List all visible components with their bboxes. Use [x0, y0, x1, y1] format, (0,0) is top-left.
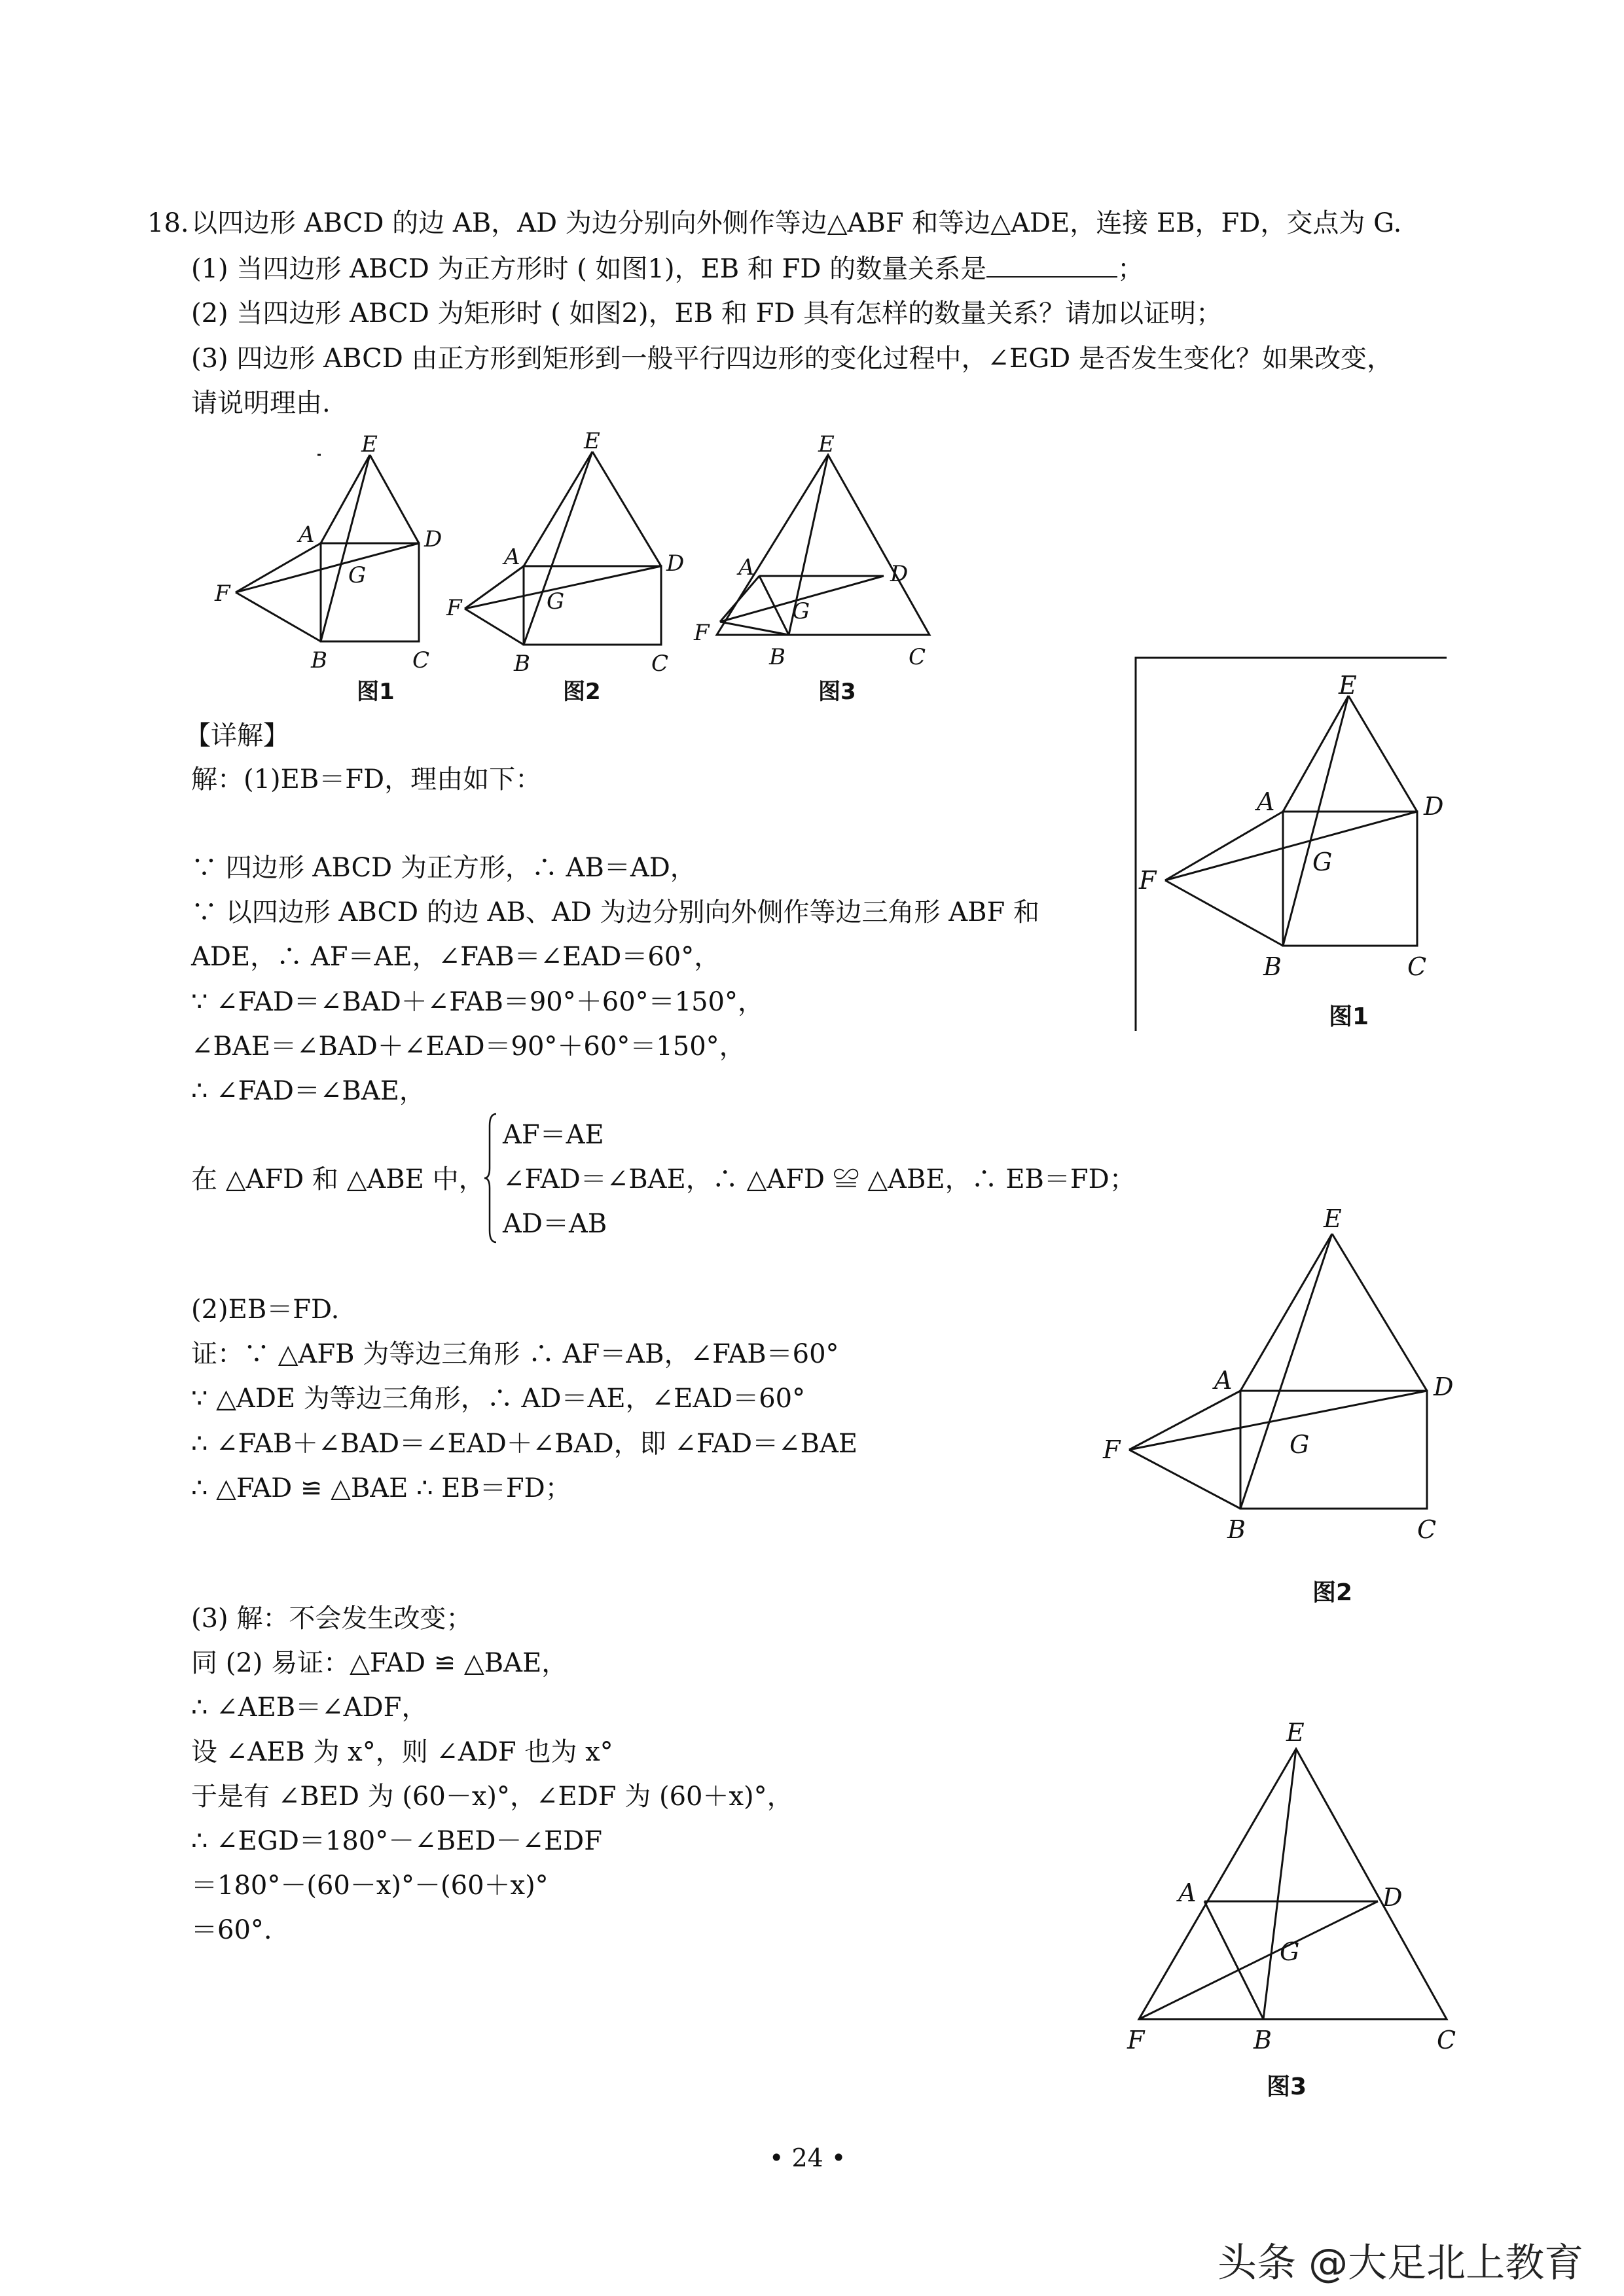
- part3-line-3: ∴ ∠AEB＝∠ADF，: [191, 1693, 428, 1723]
- big-fig3-label-d: D: [1382, 1883, 1403, 1912]
- big-fig2-label-d: D: [1434, 1372, 1454, 1401]
- solution-line-5: ∵ ∠FAD＝∠BAD＋∠FAB＝90°＋60°＝150°，: [191, 987, 764, 1017]
- small-figure-1: [209, 432, 445, 707]
- solution-line-1: 解：(1)EB＝FD，理由如下：: [191, 764, 542, 795]
- big-fig3-label-g: G: [1280, 1937, 1300, 1966]
- fig3-label-b: B: [769, 644, 785, 670]
- fig1-label-g: G: [348, 562, 367, 588]
- fig2-label-c: C: [651, 651, 669, 677]
- page-number: • 24 •: [769, 2144, 846, 2172]
- fig1-label-f: F: [215, 581, 230, 607]
- fig1-label-d: D: [424, 526, 442, 552]
- small-figure-3: [694, 432, 956, 707]
- fig3-label-g: G: [792, 598, 810, 624]
- big-fig3-label-a: A: [1178, 1878, 1197, 1907]
- fig1-label-b: B: [311, 647, 327, 673]
- question-stem: 以四边形 ABCD 的边 AB，AD 为边分别向外侧作等边△ABF 和等边△ADE，连接 EB，FD，交点为 G.: [191, 208, 1402, 238]
- big-fig3-label-c: C: [1437, 2026, 1456, 2054]
- fig2-caption: 图2: [563, 679, 601, 705]
- big-fig3-label-b: B: [1254, 2026, 1272, 2054]
- question-part-3-cont: 请说明理由.: [191, 388, 331, 418]
- big-fig2-caption: 图2: [1312, 1579, 1353, 1606]
- fig2-label-a: A: [504, 544, 520, 570]
- system-brace: [484, 1113, 497, 1244]
- answer-blank: [986, 254, 1117, 278]
- fig2-label-e: E: [584, 428, 600, 454]
- big-fig1-label-f: F: [1139, 866, 1157, 895]
- part1-end: ；: [1117, 254, 1144, 284]
- big-fig1-label-b: B: [1263, 952, 1282, 981]
- fig3-label-d: D: [890, 561, 909, 587]
- fig2-label-b: B: [514, 651, 530, 677]
- system-line-2: ∠FAD＝∠BAE，∴ △AFD ≌ △ABE，∴ EB＝FD；: [503, 1164, 1136, 1194]
- part3-line-1: (3) 解：不会发生改变；: [191, 1604, 473, 1634]
- part3-line-7: ＝180°－(60－x)°－(60＋x)°: [191, 1871, 549, 1901]
- big-fig2-label-e: E: [1324, 1204, 1342, 1233]
- part3-line-5: 于是有 ∠BED 为 (60－x)°，∠EDF 为 (60＋x)°，: [191, 1782, 793, 1812]
- part3-line-6: ∴ ∠EGD＝180°－∠BED－∠EDF: [191, 1826, 602, 1856]
- system-line-1: AF＝AE: [503, 1120, 604, 1150]
- fig3-label-e: E: [818, 431, 835, 457]
- solution-line-4: ADE，∴ AF＝AE，∠FAB＝∠EAD＝60°，: [191, 942, 721, 972]
- big-fig2-label-c: C: [1417, 1515, 1437, 1544]
- big-fig3-label-f: F: [1127, 2026, 1145, 2054]
- big-fig1-caption: 图1: [1329, 1003, 1369, 1030]
- part3-line-4: 设 ∠AEB 为 x°，则 ∠ADF 也为 x°: [191, 1737, 613, 1767]
- small-figure-2: [446, 425, 700, 707]
- big-fig2-label-g: G: [1290, 1430, 1310, 1459]
- fig2-label-g: G: [547, 588, 565, 615]
- solution-line-6: ∠BAE＝∠BAD＋∠EAD＝90°＋60°＝150°，: [191, 1031, 746, 1062]
- fig1-label-e: E: [361, 431, 378, 457]
- part2-line-4: ∴ ∠FAB＋∠BAD＝∠EAD＋∠BAD，即 ∠FAD＝∠BAE: [191, 1429, 858, 1459]
- fig3-caption: 图3: [818, 679, 856, 705]
- big-fig1-label-c: C: [1407, 952, 1427, 981]
- system-line-3: AD＝AB: [503, 1209, 607, 1239]
- large-figure-1: [1132, 655, 1466, 1047]
- part2-line-5: ∴ △FAD ≌ △BAE ∴ EB＝FD；: [191, 1473, 571, 1503]
- big-fig2-label-a: A: [1214, 1366, 1233, 1395]
- watermark: 头条 @大足北上教育: [1218, 2240, 1584, 2286]
- fig3-label-f: F: [694, 620, 710, 646]
- solution-header: 【详解】: [185, 721, 289, 751]
- big-fig2-label-f: F: [1103, 1435, 1121, 1464]
- big-fig3-label-e: E: [1286, 1718, 1305, 1747]
- part2-line-2: 证：∵ △AFB 为等边三角形 ∴ AF＝AB，∠FAB＝60°: [191, 1339, 839, 1369]
- question-number: 18.: [147, 208, 189, 238]
- big-fig1-label-g: G: [1312, 848, 1333, 876]
- question-part-2: (2) 当四边形 ABCD 为矩形时 ( 如图2)，EB 和 FD 具有怎样的数量关系？请加以证明；: [191, 298, 1223, 329]
- part1-text: (1) 当四边形 ABCD 为正方形时 ( 如图1)，EB 和 FD 的数量关系是: [191, 254, 987, 284]
- part3-line-8: ＝60°.: [191, 1915, 272, 1945]
- question-part-1: [191, 252, 1144, 286]
- part2-line-3: ∵ △ADE 为等边三角形，∴ AD＝AE，∠EAD＝60°: [191, 1384, 806, 1414]
- system-prefix: 在 △AFD 和 △ABE 中，: [191, 1164, 485, 1194]
- fig2-label-d: D: [666, 550, 685, 577]
- part2-line-1: (2)EB＝FD.: [191, 1295, 340, 1325]
- big-fig2-label-b: B: [1227, 1515, 1246, 1544]
- solution-line-7: ∴ ∠FAD＝∠BAE，: [191, 1076, 425, 1106]
- question-part-3: (3) 四边形 ABCD 由正方形到矩形到一般平行四边形的变化过程中，∠EGD 是否发生变化？如果改变，: [191, 344, 1393, 374]
- part3-line-2: 同 (2) 易证：△FAD ≌ △BAE，: [191, 1648, 568, 1678]
- fig1-caption: 图1: [357, 679, 395, 705]
- fig1-label-c: C: [412, 647, 430, 673]
- fig3-label-c: C: [909, 644, 926, 670]
- solution-line-3: ∵ 以四边形 ABCD 的边 AB、AD 为边分别向外侧作等边三角形 ABF 和: [191, 897, 1039, 927]
- fig3-label-a: A: [738, 554, 755, 581]
- large-figure-2: [1100, 1191, 1466, 1623]
- big-fig1-label-d: D: [1424, 792, 1444, 821]
- fig2-label-f: F: [446, 595, 462, 621]
- solution-line-2: ∵ 四边形 ABCD 为正方形，∴ AB＝AD，: [191, 853, 696, 883]
- big-fig1-label-a: A: [1257, 787, 1275, 816]
- fig1-label-a: A: [298, 522, 315, 548]
- large-figure-3: [1113, 1702, 1466, 2108]
- big-fig1-label-e: E: [1339, 671, 1357, 700]
- big-fig3-caption: 图3: [1267, 2073, 1307, 2100]
